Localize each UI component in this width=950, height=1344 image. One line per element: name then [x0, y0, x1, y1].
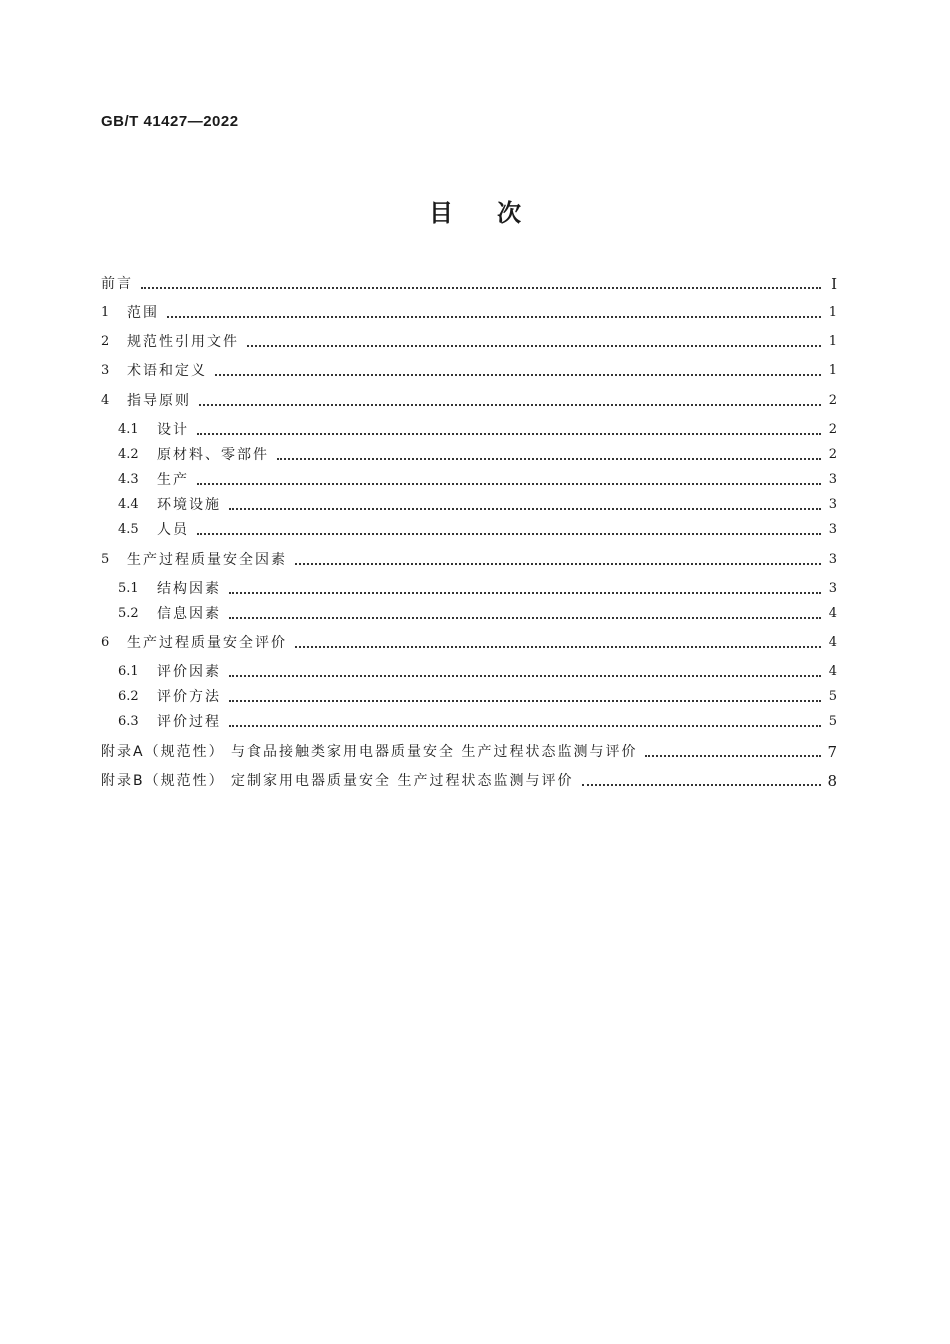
toc-entry[interactable]	[118, 445, 837, 465]
toc-entry-label: 规范性引用文件	[127, 334, 239, 350]
toc-entry-page: 2	[828, 393, 837, 408]
toc-entry[interactable]	[101, 771, 837, 791]
toc-dot-leader	[645, 755, 821, 757]
toc-entry-label: 术语和定义	[127, 363, 207, 379]
toc-entry-page: 2	[828, 422, 837, 437]
toc-entry-page: 3	[828, 581, 837, 596]
toc-entry-number: 4.3	[118, 472, 139, 487]
toc-dot-leader	[229, 675, 821, 677]
toc-dot-leader	[215, 374, 821, 376]
toc-entry[interactable]	[101, 742, 837, 762]
toc-dot-leader	[582, 784, 821, 786]
toc-entry-label: 人员	[157, 522, 189, 538]
toc-entry[interactable]	[101, 361, 837, 381]
toc-entry-number: 1	[101, 305, 110, 320]
toc-dot-leader	[229, 725, 821, 727]
toc-entry-page: 1	[828, 363, 837, 378]
toc-entry[interactable]	[118, 604, 837, 624]
toc-dot-leader	[199, 404, 821, 406]
toc-entry-page: Ⅰ	[831, 275, 837, 293]
toc-entry-number: 5.2	[118, 606, 139, 621]
toc-entry-label: 评价因素	[157, 664, 221, 680]
toc-dot-leader	[229, 617, 821, 619]
toc-entry-label: 附录B（规范性） 定制家用电器质量安全 生产过程状态监测与评价	[101, 773, 574, 789]
toc-entry-number: 5.1	[118, 581, 139, 596]
standard-code: GB/T 41427—2022	[101, 113, 239, 130]
toc-entry-number: 6.3	[118, 714, 139, 729]
toc-entry-number: 3	[101, 363, 110, 378]
toc-entry-label: 前言	[101, 276, 133, 292]
toc-entry-page: 3	[828, 522, 837, 537]
toc-entry-page: 3	[828, 472, 837, 487]
toc-entry-label: 设计	[157, 422, 189, 438]
toc-entry-page: 1	[828, 334, 837, 349]
toc-entry-number: 6	[101, 635, 110, 650]
toc-entry[interactable]	[118, 520, 837, 540]
toc-entry-number: 5	[101, 552, 110, 567]
toc-entry-page: 4	[828, 606, 837, 621]
toc-entry[interactable]	[101, 332, 837, 352]
toc-entry-label: 信息因素	[157, 606, 221, 622]
toc-entry-label: 生产过程质量安全评价	[127, 635, 287, 651]
toc-entry-number: 6.2	[118, 689, 139, 704]
toc-dot-leader	[229, 592, 821, 594]
toc-dot-leader	[229, 700, 821, 702]
toc-entry-label: 指导原则	[127, 393, 191, 409]
page-title: 目次	[429, 199, 565, 227]
toc-entry-number: 4	[101, 393, 110, 408]
toc-entry-page: 4	[828, 635, 837, 650]
toc-entry-number: 4.2	[118, 447, 139, 462]
toc-entry[interactable]	[118, 495, 837, 515]
toc-entry-label: 结构因素	[157, 581, 221, 597]
toc-entry[interactable]	[101, 303, 837, 323]
toc-entry-label: 评价过程	[157, 714, 221, 730]
toc-entry[interactable]	[118, 712, 837, 732]
toc-entry-page: 5	[828, 714, 837, 729]
toc-entry-label: 生产	[157, 472, 189, 488]
toc-dot-leader	[141, 287, 821, 289]
toc-entry-page: 3	[828, 497, 837, 512]
toc-entry-page: 4	[828, 664, 837, 679]
toc-entry-label: 环境设施	[157, 497, 221, 513]
toc-dot-leader	[277, 458, 821, 460]
toc-entry-label: 范围	[127, 305, 159, 321]
toc-entry-page: 1	[828, 305, 837, 320]
toc-entry-page: 2	[828, 447, 837, 462]
toc-entry-number: 4.4	[118, 497, 139, 512]
toc-entry[interactable]	[101, 550, 837, 570]
toc-entry[interactable]	[101, 633, 837, 653]
toc-dot-leader	[197, 483, 821, 485]
toc-dot-leader	[229, 508, 821, 510]
toc-entry[interactable]	[118, 662, 837, 682]
toc-entry[interactable]	[118, 470, 837, 490]
toc-entry[interactable]	[118, 420, 837, 440]
toc-dot-leader	[295, 646, 821, 648]
toc-entry[interactable]	[101, 274, 837, 294]
toc-entry-page: 5	[828, 689, 837, 704]
toc-entry-page: 7	[827, 743, 837, 761]
toc-entry-number: 2	[101, 334, 110, 349]
toc-dot-leader	[247, 345, 821, 347]
toc-dot-leader	[167, 316, 821, 318]
toc-entry-label: 评价方法	[157, 689, 221, 705]
toc-entry-page: 3	[828, 552, 837, 567]
toc-entry-label: 生产过程质量安全因素	[127, 552, 287, 568]
toc-entry[interactable]	[101, 391, 837, 411]
toc-entry-number: 6.1	[118, 664, 139, 679]
toc-entry[interactable]	[118, 687, 837, 707]
toc-dot-leader	[295, 563, 821, 565]
toc-entry-page: 8	[827, 772, 837, 790]
toc-entry-number: 4.1	[118, 422, 139, 437]
toc-entry[interactable]	[118, 579, 837, 599]
toc-entry-label: 原材料、零部件	[157, 447, 269, 463]
toc-entry-number: 4.5	[118, 522, 139, 537]
toc-entry-label: 附录A（规范性） 与食品接触类家用电器质量安全 生产过程状态监测与评价	[101, 744, 638, 760]
toc-dot-leader	[197, 433, 821, 435]
toc-dot-leader	[197, 533, 821, 535]
